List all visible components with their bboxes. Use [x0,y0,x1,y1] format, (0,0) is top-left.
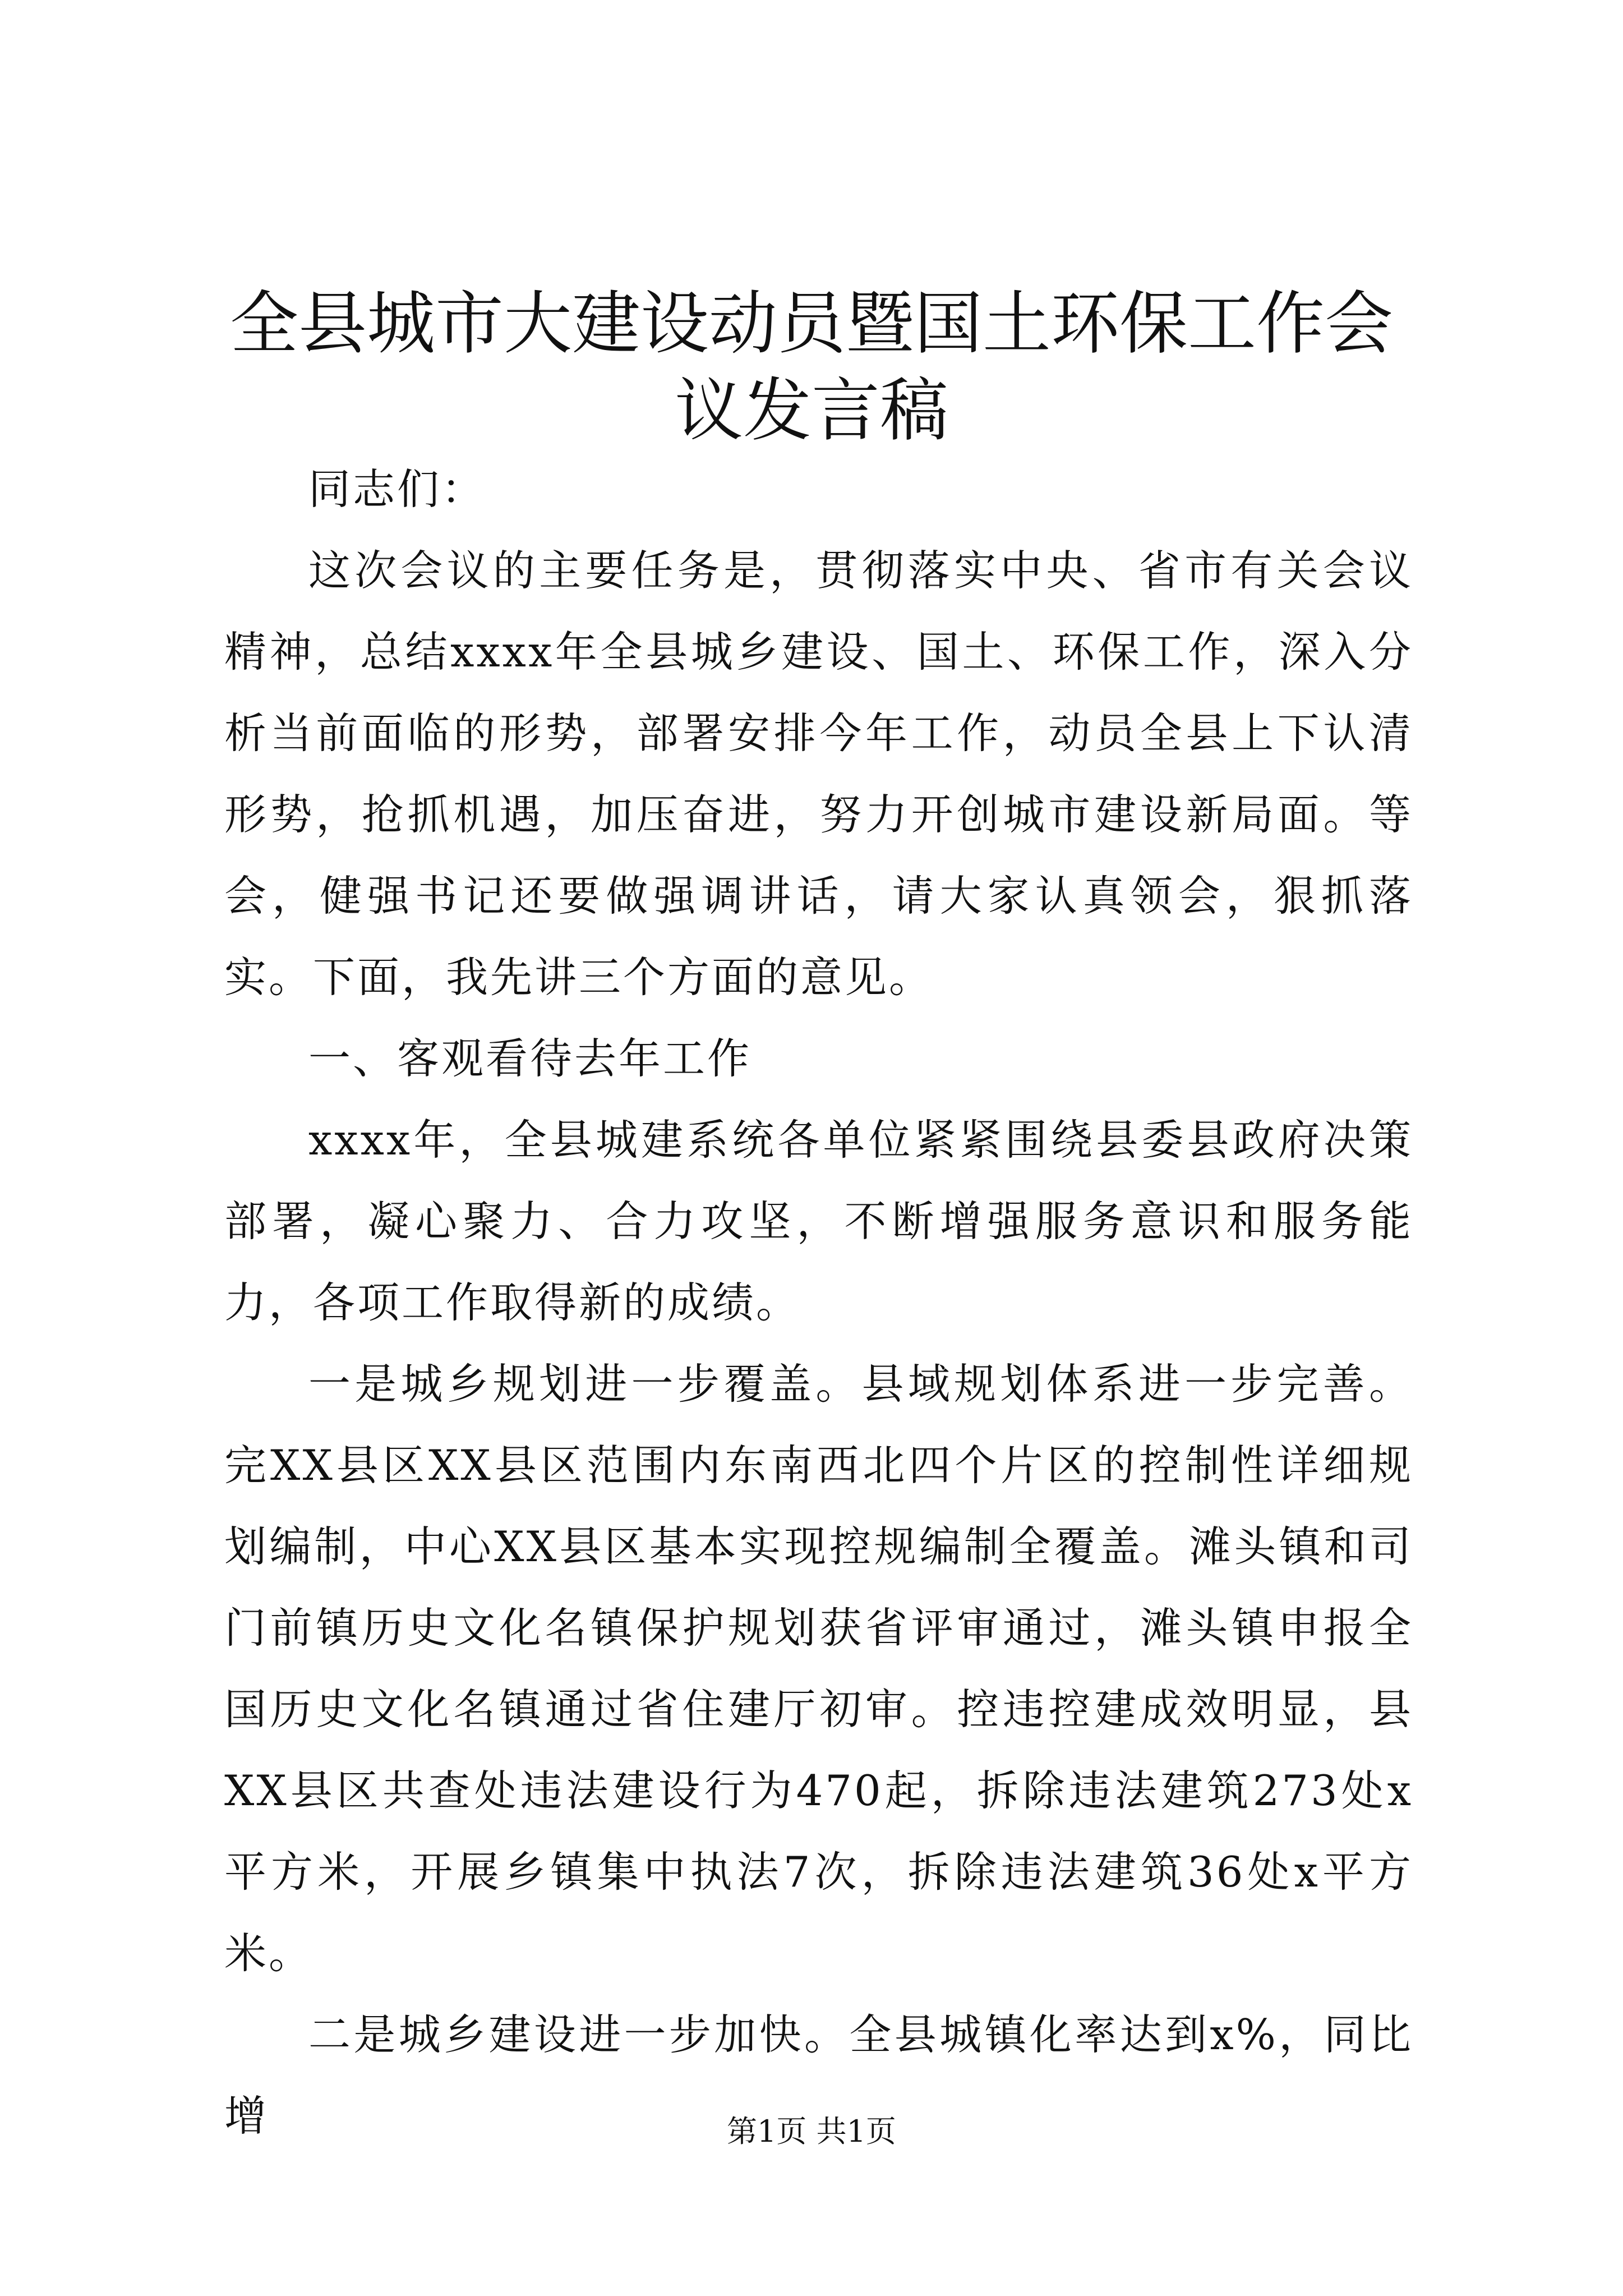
page-footer: 第1页 共1页 [727,2114,896,2149]
body-paragraph: 一是城乡规划进一步覆盖。县域规划体系进一步完善。完XX县区XX县区范围内东南西北四个片区的控制性详细规划编制，中心XX县区基本实现控规编制全覆盖。滩头镇和司门前镇历史文化名镇保护规划获省评审通过，滩头镇申报全国历史文化名镇通过省住建厅初审。控违控建成效明显，县XX县区共查处违法建设行为470起，拆除违法建筑273处x平方米，开展乡镇集中执法7次，拆除违法建筑36处x平方米。 [224,1359,1413,1978]
document-title: 全县城市大建设动员暨国土环保工作会议发言稿 [230,284,1393,450]
section-heading: 一、客观看待去年工作 [308,1034,752,1083]
intro-paragraph: 这次会议的主要任务是，贯彻落实中央、省市有关会议精神，总结xxxx年全县城乡建设、国土、环保工作，深入分析当前面临的形势，部署安排今年工作，动员全县上下认清形势，抢抓机遇，加压奋进，努力开创城市建设新局面。等会，健强书记还要做强调讲话，请大家认真领会，狠抓落实。下面，我先讲三个方面的意见。 [224,546,1413,1002]
body-paragraph: xxxx年，全县城建系统各单位紧紧围绕县委县政府决策部署，凝心聚力、合力攻坚，不断增强服务意识和服务能力，各项工作取得新的成绩。 [224,1115,1413,1327]
body-paragraph: 二是城乡建设进一步加快。全县城镇化率达到x%，同比增 [224,2010,1413,2141]
salutation: 同志们： [308,464,486,514]
document-body [224,449,1413,2157]
